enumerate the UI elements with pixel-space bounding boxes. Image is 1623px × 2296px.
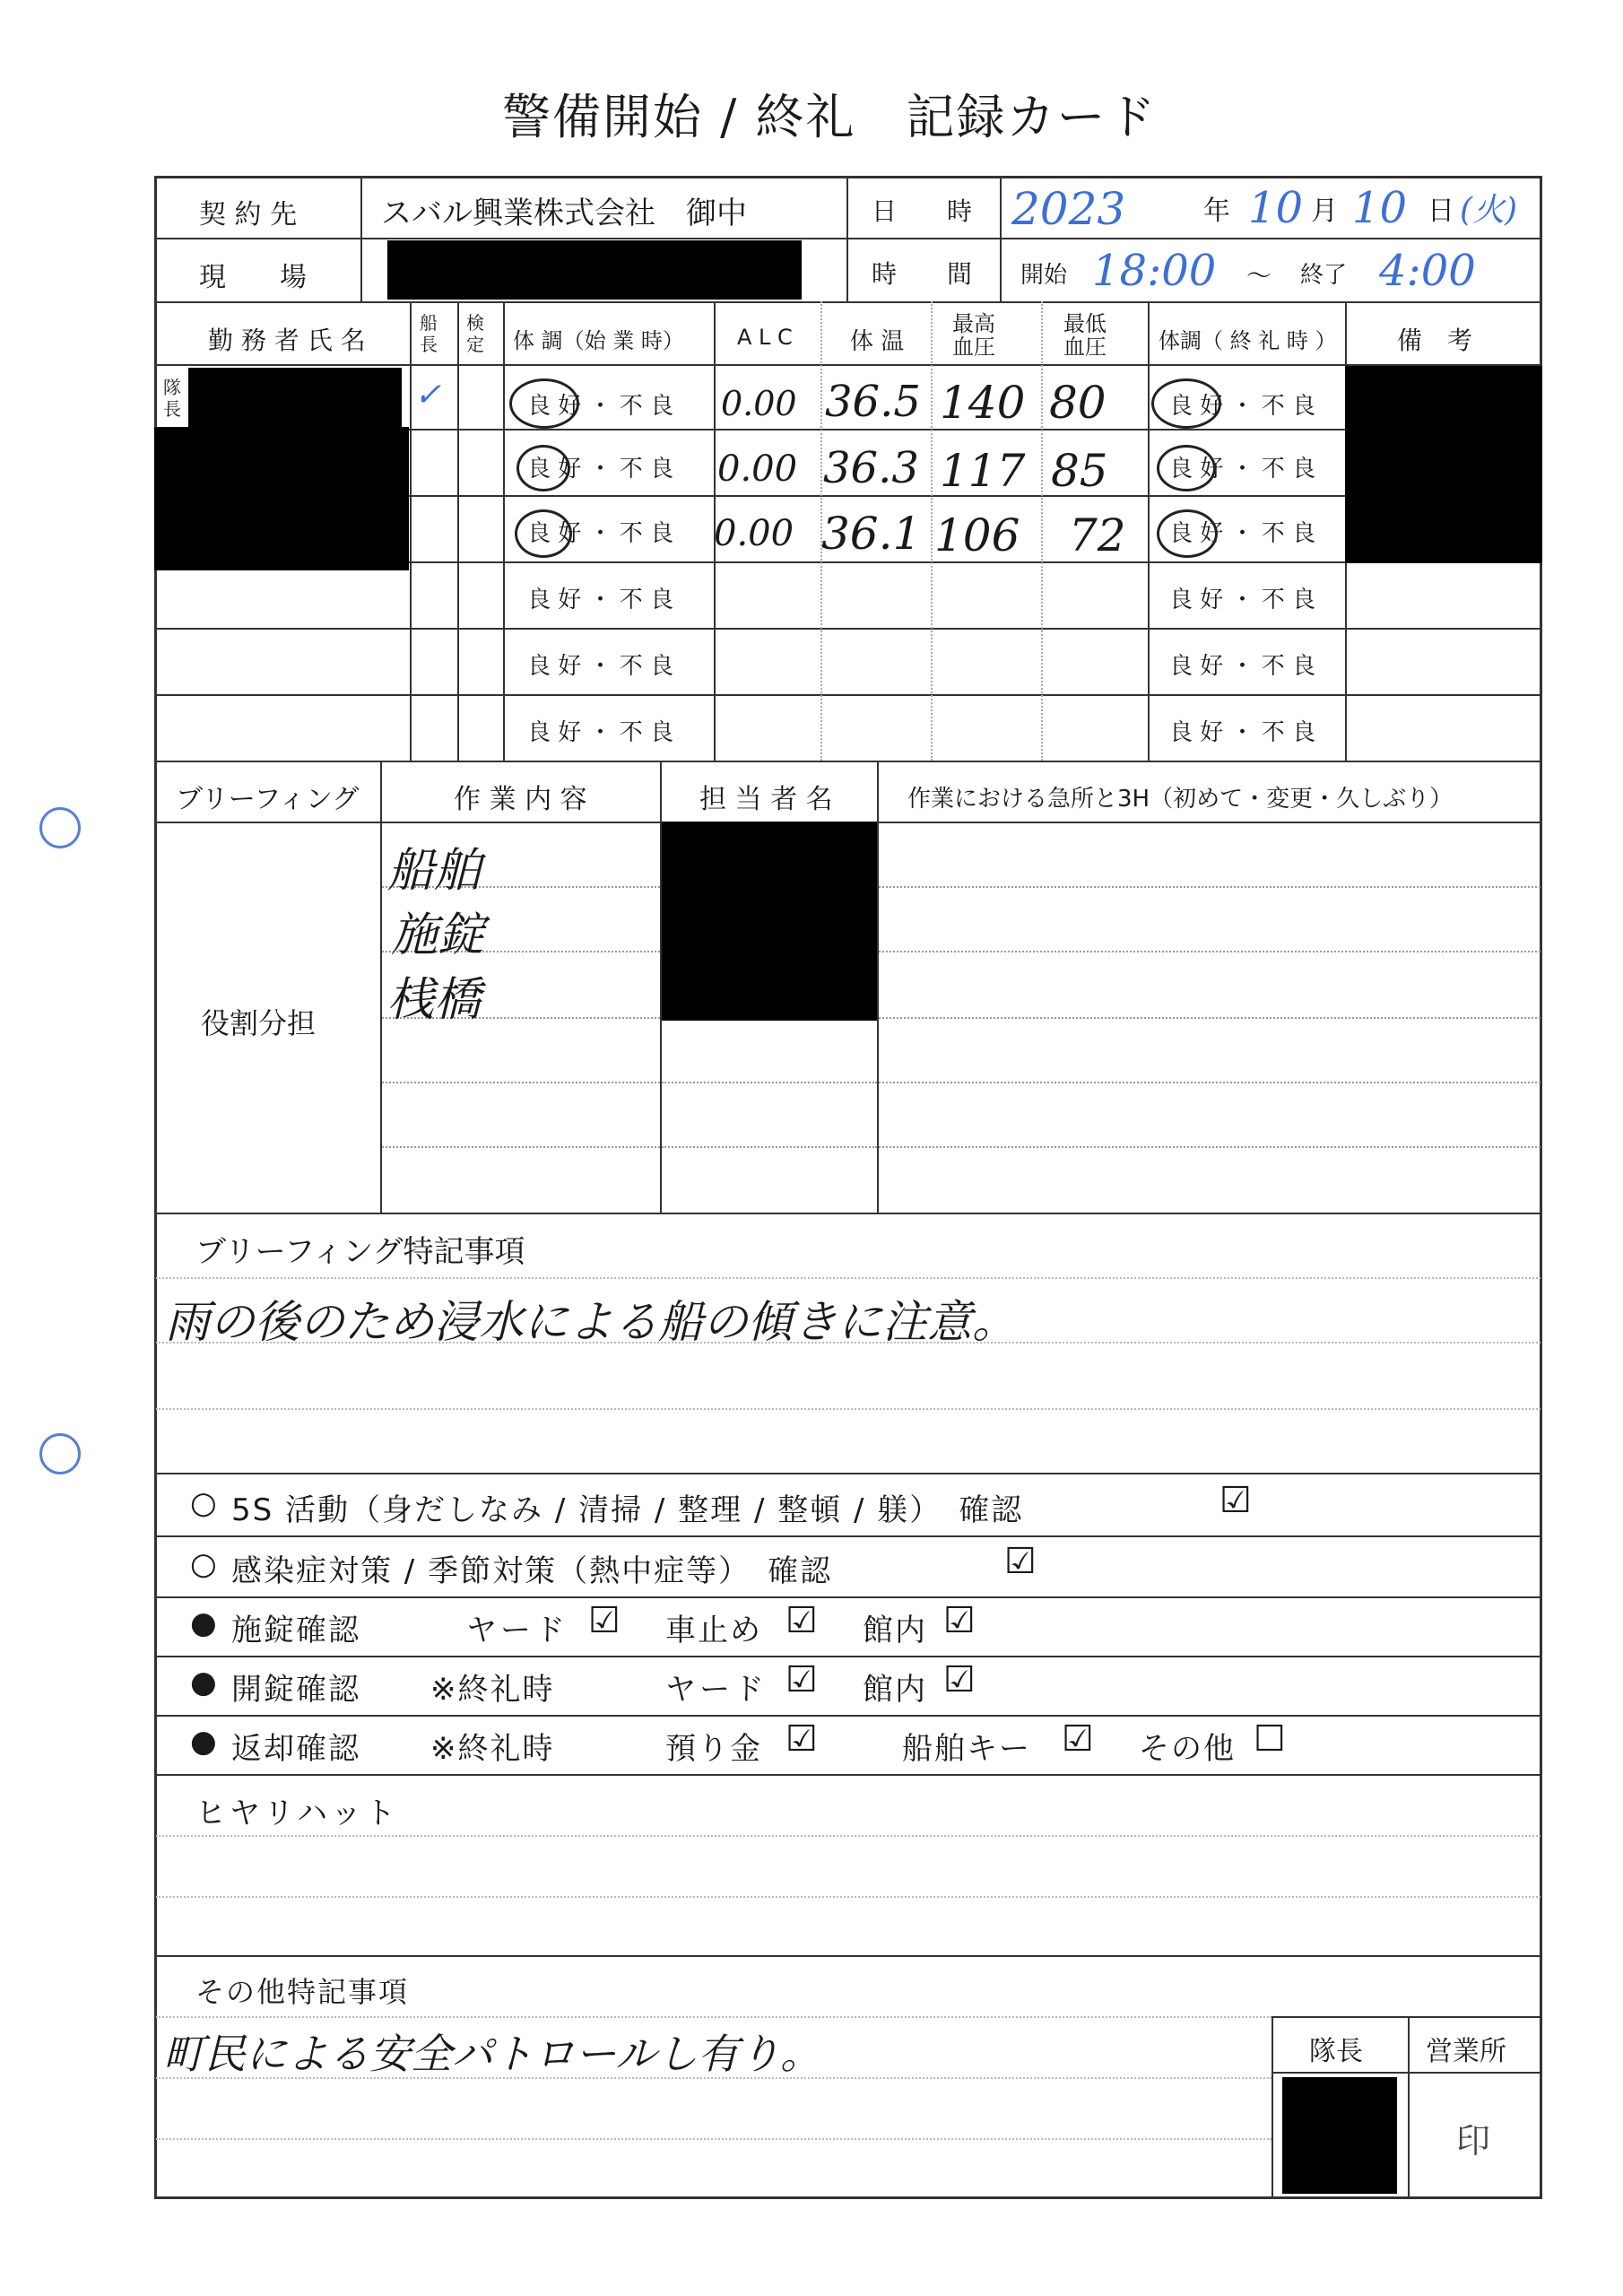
redacted-assignee [662,822,877,1021]
task-1: 船舶 [387,844,482,898]
cond-end-5: 良 好 ・ 不 良 [1169,653,1316,680]
start-label: 開始 [1020,262,1068,289]
unlock-label: 開錠確認 [231,1672,360,1708]
redacted-remarks [1345,366,1542,563]
end-label: 終了 [1300,262,1348,289]
cond-end-3: 良 好 ・ 不 良 [1169,520,1316,547]
site-label: 現 場 [199,262,307,293]
notes-text: 雨の後のため浸水による船の傾きに注意。 [165,1296,1017,1348]
return-prefix: ● [190,1724,217,1760]
cond-circle [1157,509,1218,558]
unlock-yard-label: ヤード [665,1672,768,1708]
cond-circle [516,445,570,491]
return-other-label: その他 [1139,1731,1236,1767]
cond-circle [515,509,572,558]
unlock-inside-checkbox[interactable]: ☑ [943,1659,976,1700]
near-miss-label: ヒヤリハット [195,1796,399,1831]
page-title: 警備開始 / 終礼 記録カード [502,89,1158,145]
bp-high-1: 140 [940,377,1026,429]
cond-start-4: 良 好 ・ 不 良 [527,587,674,613]
date-label: 日 時 [872,196,973,226]
bp-low-3: 72 [1069,509,1126,561]
date-month: 10 [1248,183,1304,233]
contract-label: 契 約 先 [199,199,298,230]
contract-value: スバル興業株式会社 御中 [381,196,747,231]
briefing-col3: 担 当 者 名 [699,784,833,815]
date-year: 2023 [1011,183,1126,235]
cond-start-3: 良 好 ・ 不 良 [527,520,674,547]
stamp-label: 印 [1456,2121,1491,2161]
lock-label: 施錠確認 [231,1613,360,1648]
captain-mark: ✓ [414,377,442,413]
task-2: 施錠 [391,909,485,962]
alc-2: 0.00 [717,448,798,490]
col-remarks: 備 考 [1397,326,1473,355]
briefing-col1: ブリーフィング [176,784,360,815]
role-label: 役割分担 [201,1006,317,1040]
infection-label: 感染症対策 / 季節対策（熱中症等） 確認 [231,1553,833,1589]
temp-1: 36.5 [825,377,921,427]
col-cond-end: 体調（ 終 礼 時 ） [1159,328,1337,353]
cond-start-2: 良 好 ・ 不 良 [527,456,674,483]
date-day: 10 [1352,183,1408,233]
other-text: 町民による安全パトロールし有り。 [163,2030,822,2078]
cond-end-2: 良 好 ・ 不 良 [1169,456,1316,483]
return-money-checkbox[interactable]: ☑ [785,1718,818,1760]
lock-stop-checkbox[interactable]: ☑ [785,1600,818,1641]
briefing-col2: 作 業 内 容 [454,784,587,815]
alc-3: 0.00 [714,513,794,554]
redacted-leader-name [188,368,402,427]
col-inspect: 検定 [466,312,484,355]
cond-start-1: 良 好 ・ 不 良 [527,393,674,420]
redacted-leader-stamp [1282,2077,1397,2194]
alc-1: 0.00 [721,384,797,423]
unlock-yard-checkbox[interactable]: ☑ [785,1659,818,1700]
lock-yard-checkbox[interactable]: ☑ [588,1600,621,1641]
binder-hole-icon [39,807,81,848]
infection-prefix: ○ [190,1546,217,1582]
end-time: 4:00 [1379,246,1476,296]
unlock-note: ※終礼時 [430,1672,555,1708]
return-money-label: 預り金 [665,1731,762,1767]
day-unit: 日 [1428,196,1454,227]
cond-start-5: 良 好 ・ 不 良 [527,653,674,680]
unlock-inside-label: 館内 [863,1672,927,1708]
cond-circle [1151,378,1221,429]
year-unit: 年 [1203,196,1230,227]
time-label: 時 間 [872,259,973,289]
fives-label: 5S 活動（身だしなみ / 清掃 / 整理 / 整頓 / 躾） 確認 [231,1492,1024,1528]
col-captain: 船長 [420,312,438,355]
col-alc: A L C [737,325,793,350]
month-unit: 月 [1311,196,1338,227]
other-label: その他特記事項 [195,1975,410,2009]
return-note: ※終礼時 [430,1731,555,1767]
col-bp-low: 最低血圧 [1063,311,1107,360]
unlock-prefix: ● [190,1665,217,1700]
bp-low-1: 80 [1049,377,1107,429]
leader-label: 隊長 [1309,2036,1363,2067]
fives-checkbox[interactable]: ☑ [1219,1480,1252,1521]
col-bp-high: 最高血圧 [952,311,995,360]
cond-circle [509,378,579,429]
notes-label: ブリーフィング特記事項 [195,1234,525,1270]
tilde: ～ [1246,261,1272,291]
bp-low-2: 85 [1051,445,1108,497]
lock-prefix: ● [190,1605,217,1641]
lock-yard-label: ヤード [466,1613,568,1648]
return-label: 返却確認 [231,1731,360,1767]
temp-3: 36.1 [821,508,922,560]
weekday: (火) [1460,192,1518,229]
office-label: 営業所 [1426,2036,1506,2067]
cond-circle [1157,445,1216,491]
lock-stop-label: 車止め [665,1613,762,1648]
return-other-checkbox[interactable]: ☐ [1254,1718,1286,1760]
temp-2: 36.3 [823,443,919,493]
bp-high-2: 117 [940,445,1026,497]
return-key-label: 船舶キー [902,1731,1031,1767]
lock-inside-label: 館内 [863,1613,927,1648]
col-temp: 体 温 [850,328,905,355]
task-3: 桟橋 [387,973,482,1027]
leader-mark: 隊長 [163,377,181,420]
cond-start-6: 良 好 ・ 不 良 [527,719,674,746]
bp-high-3: 106 [934,509,1020,561]
cond-end-1: 良 好 ・ 不 良 [1169,393,1316,420]
cond-end-4: 良 好 ・ 不 良 [1169,587,1316,613]
fives-prefix: ○ [190,1485,217,1521]
return-key-checkbox[interactable]: ☑ [1062,1718,1094,1760]
cond-end-6: 良 好 ・ 不 良 [1169,719,1316,746]
col-name: 勤 務 者 氏 名 [208,326,366,355]
col-cond-start: 体 調（始 業 時） [513,328,684,353]
binder-hole-icon [39,1433,81,1474]
infection-checkbox[interactable]: ☑ [1004,1541,1037,1582]
redacted-staff-names [154,427,409,570]
briefing-col4: 作業における急所と3H（初めて・変更・久しぶり） [907,786,1454,813]
start-time: 18:00 [1092,246,1217,296]
redacted-site [387,240,802,300]
lock-inside-checkbox[interactable]: ☑ [943,1600,976,1641]
